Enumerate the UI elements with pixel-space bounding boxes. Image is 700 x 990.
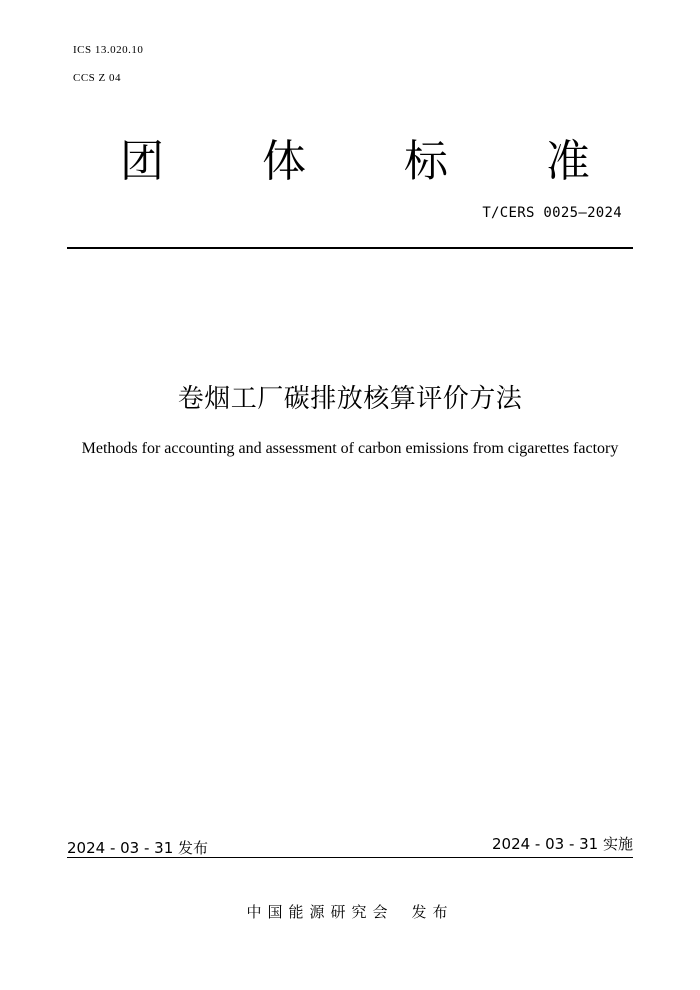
header-divider <box>67 247 633 249</box>
document-title-english: Methods for accounting and assessment of carbon emissions from cigarettes factory <box>81 440 619 457</box>
standard-type-heading <box>120 134 590 190</box>
standard-number: T/CERS 0025—2024 <box>482 205 622 221</box>
publisher-action: 发布 <box>411 903 454 921</box>
issue-date: 2024 - 03 - 31 发布 <box>67 839 209 857</box>
implementation-date: 2024 - 03 - 31 实施 <box>491 835 633 853</box>
standard-type-char-1: 团 <box>120 136 164 187</box>
publisher-line <box>0 901 700 922</box>
standard-type-char-4: 准 <box>546 136 590 187</box>
publisher-name: 中国能源研究会 <box>246 903 394 921</box>
document-title-chinese: 卷烟工厂碳排放核算评价方法 <box>177 384 523 414</box>
footer-divider <box>67 857 633 858</box>
ics-code: ICS 13.020.10 <box>73 44 144 56</box>
standard-type-char-2: 体 <box>262 136 306 187</box>
standard-type-char-3: 标 <box>404 136 448 187</box>
ccs-code: CCS Z 04 <box>73 72 122 84</box>
